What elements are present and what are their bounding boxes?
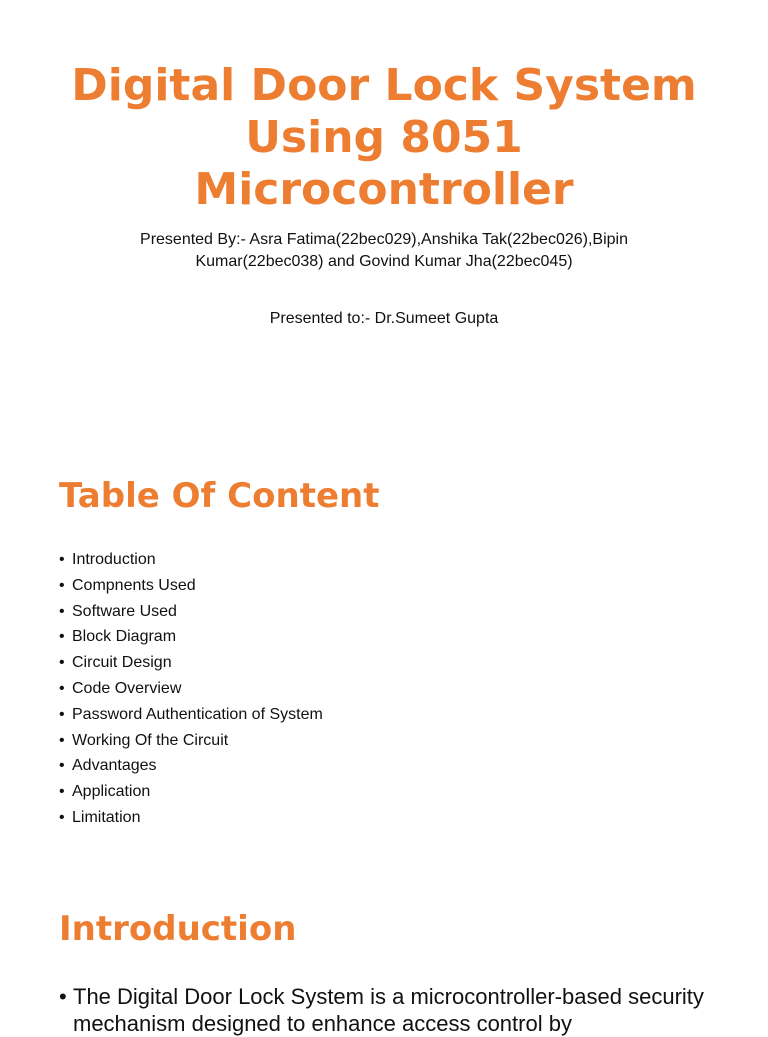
- bullet-icon: •: [59, 783, 65, 801]
- bullet-icon: •: [59, 705, 65, 723]
- bullet-icon: •: [59, 551, 65, 568]
- bullet-icon: •: [59, 654, 65, 672]
- toc-list: [59, 547, 323, 831]
- title-slide: [0, 0, 768, 440]
- toc-item-label: Advantages: [72, 757, 157, 775]
- table-of-content-slide: [0, 440, 768, 890]
- toc-item-label: Limitation: [72, 808, 141, 826]
- presentation-title: Digital Door Lock System Using 8051 Microcontroller: [71, 60, 697, 215]
- bullet-icon: •: [59, 757, 65, 775]
- bullet-icon: •: [59, 602, 65, 620]
- toc-item-label: Block Diagram: [72, 628, 177, 646]
- bullet-icon: •: [59, 679, 65, 697]
- toc-item-label: Circuit Design: [72, 654, 172, 672]
- toc-item-label: Password Authentication of System: [72, 705, 323, 723]
- toc-item: [59, 599, 323, 625]
- toc-item: [59, 676, 323, 702]
- bullet-icon: •: [59, 984, 67, 1009]
- toc-item-label: Working Of the Circuit: [72, 731, 229, 749]
- bullet-icon: •: [59, 808, 65, 826]
- presenters-line: Presented By:- Asra Fatima(22bec029),Anshika Tak(22bec026),Bipin Kumar(22bec038) and Govind Kumar Jha(22bec045): [140, 231, 628, 270]
- introduction-heading: Introduction: [59, 909, 297, 949]
- presented-to-line: Presented to:- Dr.Sumeet Gupta: [269, 310, 499, 327]
- toc-item: [59, 779, 323, 805]
- bullet-icon: •: [59, 628, 65, 646]
- toc-item: [59, 805, 323, 831]
- toc-item: [59, 753, 323, 779]
- toc-item-label: Application: [72, 783, 151, 801]
- toc-item: [59, 573, 323, 599]
- toc-item: [59, 728, 323, 754]
- toc-item: [59, 547, 323, 573]
- toc-item-label: Software Used: [72, 602, 177, 620]
- introduction-text: The Digital Door Lock System is a microcontroller-based security mechanism designed to enhance access control by: [73, 984, 704, 1036]
- toc-item: [59, 624, 323, 650]
- introduction-paragraph: [59, 983, 713, 1037]
- introduction-slide: [0, 890, 768, 1036]
- toc-item: [59, 650, 323, 676]
- toc-item: [59, 702, 323, 728]
- toc-item-label: Code Overview: [72, 679, 182, 697]
- toc-heading: Table Of Content: [59, 476, 380, 516]
- toc-item-label: Introduction: [72, 551, 156, 568]
- toc-item-label: Compnents Used: [72, 576, 196, 594]
- bullet-icon: •: [59, 731, 65, 749]
- bullet-icon: •: [59, 576, 65, 594]
